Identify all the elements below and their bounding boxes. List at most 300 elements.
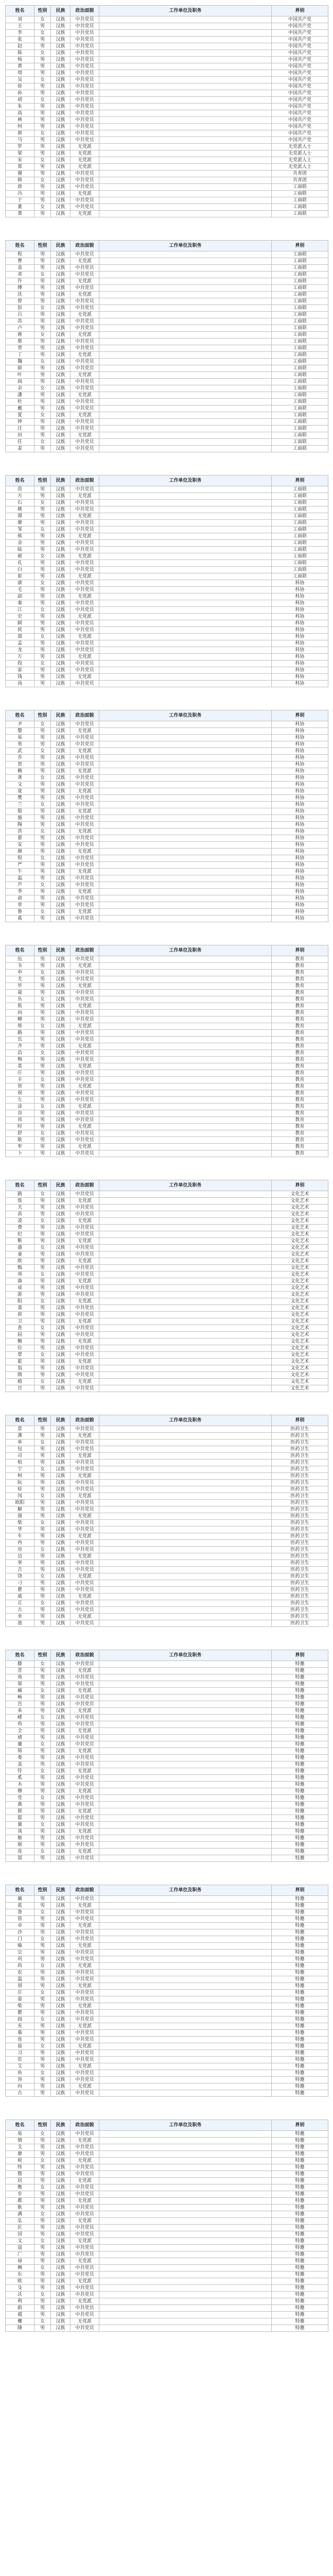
table-cell: 文化艺术 (272, 1338, 328, 1345)
table-cell: 葛 (6, 916, 34, 922)
table-row (6, 191, 328, 197)
table-cell: 中共党员 (71, 2037, 99, 2043)
table-cell (99, 1372, 272, 1379)
table-cell: 费 (6, 1225, 34, 1231)
table-cell: 徐 (6, 83, 34, 90)
table-cell: 无党派 (71, 1533, 99, 1540)
table-cell: 中共党员 (71, 57, 99, 63)
table-cell: 郑 (6, 164, 34, 171)
table-cell: 中共党员 (71, 875, 99, 882)
table-cell: 中共党员 (71, 667, 99, 674)
table-cell: 男 (34, 1513, 51, 1520)
table-cell (99, 2298, 272, 2305)
table-cell: 詹 (6, 1198, 34, 1205)
table-cell: 无党派 (71, 352, 99, 359)
table-cell: 汉族 (51, 627, 71, 634)
table-row (6, 1063, 328, 1070)
table-cell (99, 1849, 272, 1855)
table-cell: 教育 (272, 1050, 328, 1057)
column-header: 界别 (272, 476, 328, 486)
table-cell: 中共党员 (71, 2057, 99, 2063)
table-cell: 中共党员 (71, 1150, 99, 1157)
table-cell (99, 1520, 272, 1527)
table-cell (99, 782, 272, 788)
table-cell: 男 (34, 1694, 51, 1701)
table-cell (99, 137, 272, 144)
table-row (6, 902, 328, 909)
table-cell: 汉族 (51, 144, 71, 150)
table-cell: 毛 (6, 587, 34, 594)
table-cell: 戴 (6, 405, 34, 412)
table-cell: 男 (34, 1788, 51, 1795)
table-cell: 男 (34, 352, 51, 359)
table-cell: 中共党员 (71, 1057, 99, 1063)
table-cell: 屈 (6, 1332, 34, 1338)
table-cell: 利 (6, 2298, 34, 2305)
table-cell: 沿 (6, 1050, 34, 1057)
table-cell: 科协 (272, 627, 328, 634)
table-cell (99, 2010, 272, 2016)
table-cell: 汉族 (51, 1835, 71, 1842)
table-cell (99, 1278, 272, 1285)
table-header-row (6, 6, 328, 16)
table-cell: 男 (34, 338, 51, 345)
table-cell: 步 (6, 2191, 34, 2198)
table-cell: 汉族 (51, 30, 71, 37)
table-cell: 萧 (6, 211, 34, 217)
table-cell: 无党派 (71, 1003, 99, 1010)
table-cell: 汉族 (51, 1003, 71, 1010)
table-row (6, 1815, 328, 1822)
table-cell: 教育 (272, 1097, 328, 1104)
column-header: 界别 (272, 241, 328, 251)
table-row (6, 379, 328, 385)
table-cell: 傅 (6, 285, 34, 292)
table-cell: 医药卫生 (272, 1453, 328, 1460)
table-cell: 中共党员 (71, 265, 99, 272)
table-cell (99, 446, 272, 452)
table-cell: 中共党员 (71, 815, 99, 822)
table-cell: 文化艺术 (272, 1359, 328, 1365)
column-header: 姓名 (6, 6, 34, 16)
table-cell: 文化艺术 (272, 1298, 328, 1305)
table-cell: 汉族 (51, 1063, 71, 1070)
table-cell: 特邀 (272, 1990, 328, 1996)
table-row (6, 1748, 328, 1755)
table-row (6, 660, 328, 667)
table-cell: 洪 (6, 828, 34, 835)
table-cell (99, 654, 272, 660)
table-cell: 汉族 (51, 1265, 71, 1272)
table-cell: 中共党员 (71, 1661, 99, 1668)
table-cell: 莫 (6, 1063, 34, 1070)
table-cell: 汉族 (51, 1205, 71, 1211)
table-cell: 段 (6, 660, 34, 667)
table-cell: 男 (34, 1238, 51, 1245)
table-cell: 科协 (272, 875, 328, 882)
table-row (6, 2037, 328, 2043)
column-header: 工作单位及职务 (99, 476, 272, 486)
table-cell: 无党派 (71, 372, 99, 379)
table-cell: 中共党员 (71, 1191, 99, 1198)
table-cell: 科协 (272, 842, 328, 849)
table-row (6, 1480, 328, 1486)
table-cell: 覃 (6, 1352, 34, 1359)
table-cell: 特邀 (272, 1983, 328, 1990)
table-cell: 文化艺术 (272, 1265, 328, 1272)
table-cell (99, 110, 272, 117)
table-cell: 郝 (6, 553, 34, 560)
table-cell: 中共党员 (71, 895, 99, 902)
table-cell (99, 788, 272, 795)
table-cell: 无党派 (71, 412, 99, 419)
table-cell: 医药卫生 (272, 1460, 328, 1466)
table-cell: 尤 (6, 976, 34, 983)
table-cell: 科协 (272, 855, 328, 862)
table-cell: 汉族 (51, 1788, 71, 1795)
table-cell: 女 (34, 1104, 51, 1110)
table-cell: 无党派 (71, 1903, 99, 1909)
table-cell: 男 (34, 2151, 51, 2158)
table-cell: 科协 (272, 594, 328, 600)
table-cell: 宋 (6, 157, 34, 164)
table-cell (99, 1506, 272, 1513)
table-cell: 女 (34, 1822, 51, 1828)
table-cell: 特邀 (272, 2298, 328, 2305)
table-cell: 男 (34, 895, 51, 902)
table-cell: 女 (34, 1191, 51, 1198)
table-cell: 无党派 (71, 1573, 99, 1580)
table-row (6, 889, 328, 895)
table-cell: 汉族 (51, 547, 71, 553)
table-row (6, 1090, 328, 1097)
table-cell: 女 (34, 909, 51, 916)
table-cell: 男 (34, 2050, 51, 2057)
table-cell: 文化艺术 (272, 1231, 328, 1238)
table-cell: 特邀 (272, 2178, 328, 2184)
table-cell: 汉族 (51, 1225, 71, 1231)
table-cell: 汉族 (51, 527, 71, 533)
table-cell: 特邀 (272, 2231, 328, 2238)
table-cell: 男 (34, 875, 51, 882)
table-row (6, 1916, 328, 1923)
table-row (6, 741, 328, 748)
table-cell: 女 (34, 177, 51, 184)
table-cell: 常 (6, 741, 34, 748)
table-cell (99, 996, 272, 1003)
table-row (6, 2318, 328, 2325)
table-cell (99, 1802, 272, 1808)
table-cell: 科协 (272, 614, 328, 620)
table-cell: 教育 (272, 976, 328, 983)
table-cell: 中共党员 (71, 2285, 99, 2292)
table-row (6, 1292, 328, 1298)
table-cell: 特邀 (272, 2251, 328, 2258)
table-cell: 特邀 (272, 2138, 328, 2144)
table-row (6, 627, 328, 634)
table-cell: 医药卫生 (272, 1620, 328, 1627)
table-cell: 汉族 (51, 1298, 71, 1305)
table-cell: 科协 (272, 761, 328, 768)
table-cell: 江 (6, 607, 34, 614)
table-cell: 彭 (6, 305, 34, 312)
table-cell: 无党派人士 (272, 144, 328, 150)
table-row (6, 1533, 328, 1540)
table-cell: 桂 (6, 1486, 34, 1493)
table-cell: 科协 (272, 808, 328, 815)
table-cell: 汉族 (51, 1674, 71, 1681)
table-cell: 戈 (6, 2144, 34, 2151)
table-cell: 特邀 (272, 2057, 328, 2063)
table-cell: 汉族 (51, 1318, 71, 1325)
table-cell: 昝 (6, 1909, 34, 1916)
table-cell: 男 (34, 1010, 51, 1016)
table-cell (99, 1728, 272, 1735)
table-cell: 汉族 (51, 681, 71, 687)
table-cell: 冀 (6, 1822, 34, 1828)
table-row (6, 184, 328, 191)
table-cell: 邱 (6, 594, 34, 600)
table-row (6, 1117, 328, 1124)
table-cell: 中共党员 (71, 1332, 99, 1338)
table-cell: 兰 (6, 802, 34, 808)
table-cell: 中共党员 (71, 1037, 99, 1043)
member-table (5, 475, 328, 687)
table-cell: 男 (34, 137, 51, 144)
table-cell: 中共党员 (71, 1950, 99, 1956)
table-cell: 汉族 (51, 2050, 71, 2057)
table-cell (99, 895, 272, 902)
table-cell: 暨 (6, 2171, 34, 2178)
table-cell: 特邀 (272, 1835, 328, 1842)
table-cell: 女 (34, 1715, 51, 1721)
table-cell: 特邀 (272, 2258, 328, 2265)
table-cell (99, 1943, 272, 1950)
table-cell: 特邀 (272, 2318, 328, 2325)
table-cell: 女 (34, 2265, 51, 2272)
table-row (6, 1150, 328, 1157)
table-cell: 姬 (6, 1835, 34, 1842)
table-cell: 汉族 (51, 1661, 71, 1668)
table-cell: 汉族 (51, 506, 71, 513)
table-cell (99, 37, 272, 43)
table-cell (99, 171, 272, 177)
table-cell: 中共党员 (71, 1365, 99, 1372)
table-cell: 特邀 (272, 2063, 328, 2070)
table-cell: 特邀 (272, 2043, 328, 2050)
table-cell: 男 (34, 345, 51, 352)
table-cell: 汉族 (51, 1694, 71, 1701)
table-cell: 毕 (6, 983, 34, 990)
table-cell: 女 (34, 305, 51, 312)
table-cell: 宫 (6, 1701, 34, 1708)
table-row (6, 1453, 328, 1460)
table-cell: 女 (34, 1493, 51, 1500)
column-header: 工作单位及职务 (99, 1415, 272, 1426)
table-row (6, 1030, 328, 1037)
table-cell: 男 (34, 560, 51, 567)
table-cell: 特邀 (272, 1735, 328, 1741)
table-cell: 焦 (6, 1003, 34, 1010)
table-cell: 丘 (6, 1600, 34, 1607)
table-cell: 汉族 (51, 815, 71, 822)
table-cell: 陶 (6, 822, 34, 828)
table-cell (99, 1070, 272, 1077)
table-row (6, 2238, 328, 2245)
table-cell: 汉族 (51, 432, 71, 439)
table-cell: 医药卫生 (272, 1580, 328, 1587)
table-row (6, 1285, 328, 1292)
table-cell: 医药卫生 (272, 1533, 328, 1540)
table-cell (99, 1963, 272, 1970)
column-header: 政治面貌 (71, 6, 99, 16)
table-cell: 汉族 (51, 2292, 71, 2298)
table-cell: 中共党员 (71, 359, 99, 365)
table-cell (99, 1144, 272, 1150)
table-cell (99, 1976, 272, 1983)
table-cell: 中共党员 (71, 990, 99, 996)
table-cell: 女 (34, 1077, 51, 1083)
table-cell (99, 486, 272, 493)
table-cell: 汉族 (51, 177, 71, 184)
table-cell (99, 1150, 272, 1157)
table-row (6, 399, 328, 405)
table-cell: 汉族 (51, 1426, 71, 1433)
table-cell: 男 (34, 1815, 51, 1822)
table-cell: 汉族 (51, 2191, 71, 2198)
table-cell: 汉族 (51, 1533, 71, 1540)
table-cell: 男 (34, 1896, 51, 1903)
table-cell: 易 (6, 2131, 34, 2138)
table-cell: 蒋 (6, 332, 34, 338)
table-row (6, 97, 328, 104)
table-cell: 汉族 (51, 721, 71, 728)
table-cell: 无党派 (71, 2003, 99, 2010)
table-cell: 祝 (6, 1090, 34, 1097)
table-cell: 文化艺术 (272, 1345, 328, 1352)
table-cell: 特邀 (272, 1775, 328, 1782)
table-cell: 文化艺术 (272, 1332, 328, 1338)
table-cell (99, 2063, 272, 2070)
table-cell: 女 (34, 1023, 51, 1030)
table-cell (99, 842, 272, 849)
table-cell: 万 (6, 654, 34, 660)
table-cell: 耿 (6, 1137, 34, 1144)
table-cell: 中共党员 (71, 1936, 99, 1943)
table-row (6, 2010, 328, 2016)
table-cell: 男 (34, 916, 51, 922)
table-cell: 无党派 (71, 963, 99, 970)
table-cell: 无党派 (71, 392, 99, 399)
table-cell (99, 2184, 272, 2191)
table-cell: 男 (34, 486, 51, 493)
table-cell: 中共党员 (71, 251, 99, 258)
table-cell: 中共党员 (71, 197, 99, 204)
table-row (6, 869, 328, 875)
table-cell: 工商联 (272, 540, 328, 547)
table-cell: 汉族 (51, 1037, 71, 1043)
table-cell: 科协 (272, 647, 328, 654)
table-cell: 工商联 (272, 312, 328, 318)
table-cell (99, 1057, 272, 1063)
table-cell: 欧 (6, 2278, 34, 2285)
table-row (6, 1460, 328, 1466)
table-cell: 中共党员 (71, 63, 99, 70)
table-cell: 男 (34, 2305, 51, 2312)
table-cell: 汉族 (51, 520, 71, 527)
table-cell: 工商联 (272, 385, 328, 392)
table-cell (99, 573, 272, 580)
table-cell (99, 1225, 272, 1231)
table-cell: 男 (34, 23, 51, 30)
table-cell: 男 (34, 2285, 51, 2292)
table-cell: 中共党员 (71, 2151, 99, 2158)
table-cell: 男 (34, 211, 51, 217)
table-cell: 男 (34, 493, 51, 500)
table-cell: 无党派 (71, 1379, 99, 1385)
table-cell: 中共党员 (71, 862, 99, 869)
table-cell: 汉族 (51, 2077, 71, 2083)
table-cell: 特邀 (272, 2164, 328, 2171)
table-cell: 中共党员 (71, 2292, 99, 2298)
column-header: 工作单位及职务 (99, 945, 272, 956)
table-cell: 齐 (6, 1043, 34, 1050)
table-cell: 汉族 (51, 620, 71, 627)
table-cell: 男 (34, 1533, 51, 1540)
table-cell (99, 1010, 272, 1016)
table-cell (99, 2251, 272, 2258)
table-cell: 无党派 (71, 594, 99, 600)
table-cell: 女 (34, 500, 51, 506)
table-cell: 男 (34, 1782, 51, 1788)
table-cell (99, 211, 272, 217)
table-cell: 汉族 (51, 446, 71, 452)
table-cell: 中共党员 (71, 2305, 99, 2312)
table-cell: 男 (34, 2325, 51, 2332)
table-cell: 汉族 (51, 2037, 71, 2043)
table-cell (99, 325, 272, 332)
table-cell (99, 16, 272, 23)
table-cell: 凌 (6, 1218, 34, 1225)
table-cell (99, 1661, 272, 1668)
table-cell: 汉族 (51, 1272, 71, 1278)
table-cell: 顾 (6, 620, 34, 627)
table-cell: 汉族 (51, 748, 71, 755)
table-cell: 汉族 (51, 1943, 71, 1950)
table-cell: 无党派 (71, 2278, 99, 2285)
table-cell: 汉族 (51, 412, 71, 419)
table-row (6, 372, 328, 379)
table-cell: 汉族 (51, 292, 71, 298)
table-cell: 科协 (272, 788, 328, 795)
table-cell: 特邀 (272, 1996, 328, 2003)
table-cell: 女 (34, 2238, 51, 2245)
table-cell: 中国共产党 (272, 110, 328, 117)
table-cell (99, 2164, 272, 2171)
table-cell: 男 (34, 1708, 51, 1715)
table-cell: 汉族 (51, 1385, 71, 1392)
table-cell: 汉族 (51, 1231, 71, 1238)
table-row (6, 2305, 328, 2312)
table-cell: 无党派 (71, 614, 99, 620)
table-cell: 教育 (272, 1023, 328, 1030)
table-cell: 中共党员 (71, 2265, 99, 2272)
table-cell (99, 1755, 272, 1761)
table-cell: 艾 (6, 2063, 34, 2070)
table-cell: 袁 (6, 265, 34, 272)
table-cell: 汉族 (51, 426, 71, 432)
table-row (6, 1614, 328, 1620)
